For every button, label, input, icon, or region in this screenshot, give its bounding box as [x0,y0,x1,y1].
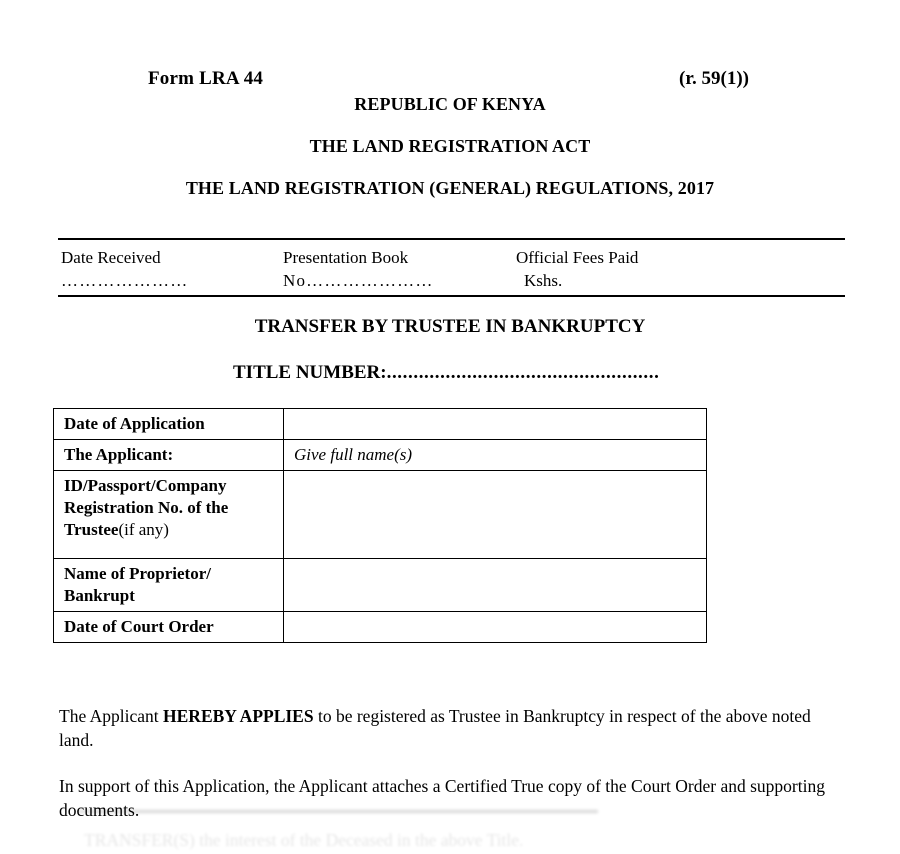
presentation-book-label: Presentation Book [283,248,409,267]
act-heading: THE LAND REGISTRATION ACT [309,136,591,156]
row-value-date-of-court-order[interactable] [284,612,707,643]
rule-reference: (r. 59(1)) [679,68,749,89]
row-label-proprietor-bankrupt: Name of Proprietor/ Bankrupt [54,559,284,612]
applies-suffix: to be registered as Trustee in Bankruptcy in respect of the above noted land. [59,705,811,750]
application-details-table [53,408,707,643]
faded-rule [78,810,598,813]
table-row [54,409,707,440]
row-label-date-of-application: Date of Application [54,409,284,440]
form-code: Form LRA 44 [148,68,264,89]
document-header [0,68,900,94]
row-value-proprietor-bankrupt[interactable] [284,559,707,612]
presentation-book-field [283,246,434,292]
row-value-the-applicant[interactable] [284,440,707,471]
table-row [54,559,707,612]
applies-emphasis: HEREBY APPLIES [163,705,314,726]
row-label-date-of-court-order: Date of Court Order [54,612,284,643]
trustee-id-label-qualifier: (if any) [118,520,169,539]
table-row [54,440,707,471]
row-value-trustee-id-number[interactable] [284,471,707,559]
title-number-label: TITLE NUMBER: [233,362,387,383]
date-received-field [61,246,188,292]
instrument-title: TRANSFER BY TRUSTEE IN BANKRUPTCY [254,316,646,337]
applies-paragraph [59,704,827,752]
trustee-id-label-main: ID/Passport/Company Registration No. of the Trustee [64,476,229,539]
faded-cut-off-text: TRANSFER(S) the interest of the Deceased in the above Title. [84,830,524,850]
table-row [54,612,707,643]
applies-prefix: The Applicant [59,705,164,726]
support-paragraph: In support of this Application, the Applicant attaches a Certified True copy of the Court Order and supporting documents. [59,775,825,820]
row-label-the-applicant: The Applicant: [54,440,284,471]
faded-footer-region [0,800,900,854]
country-heading: REPUBLIC OF KENYA [354,94,546,114]
table-row [54,471,707,559]
row-value-date-of-application[interactable] [284,409,707,440]
date-received-value[interactable]: ………………… [61,271,189,290]
applicant-name-hint: Give full name(s) [294,445,413,464]
official-fees-field [516,246,638,292]
official-fees-value[interactable]: Kshs. [524,271,563,290]
receipt-strip [58,238,845,297]
official-fees-label: Official Fees Paid [516,248,639,267]
presentation-book-value[interactable]: No………………… [283,271,434,290]
regulations-heading: THE LAND REGISTRATION (GENERAL) REGULATIONS, 2017 [185,178,715,198]
row-label-trustee-id-number [54,471,284,559]
title-number-line [233,362,659,384]
date-received-label: Date Received [61,248,161,267]
title-number-leader[interactable]: ................................................... [386,362,660,383]
